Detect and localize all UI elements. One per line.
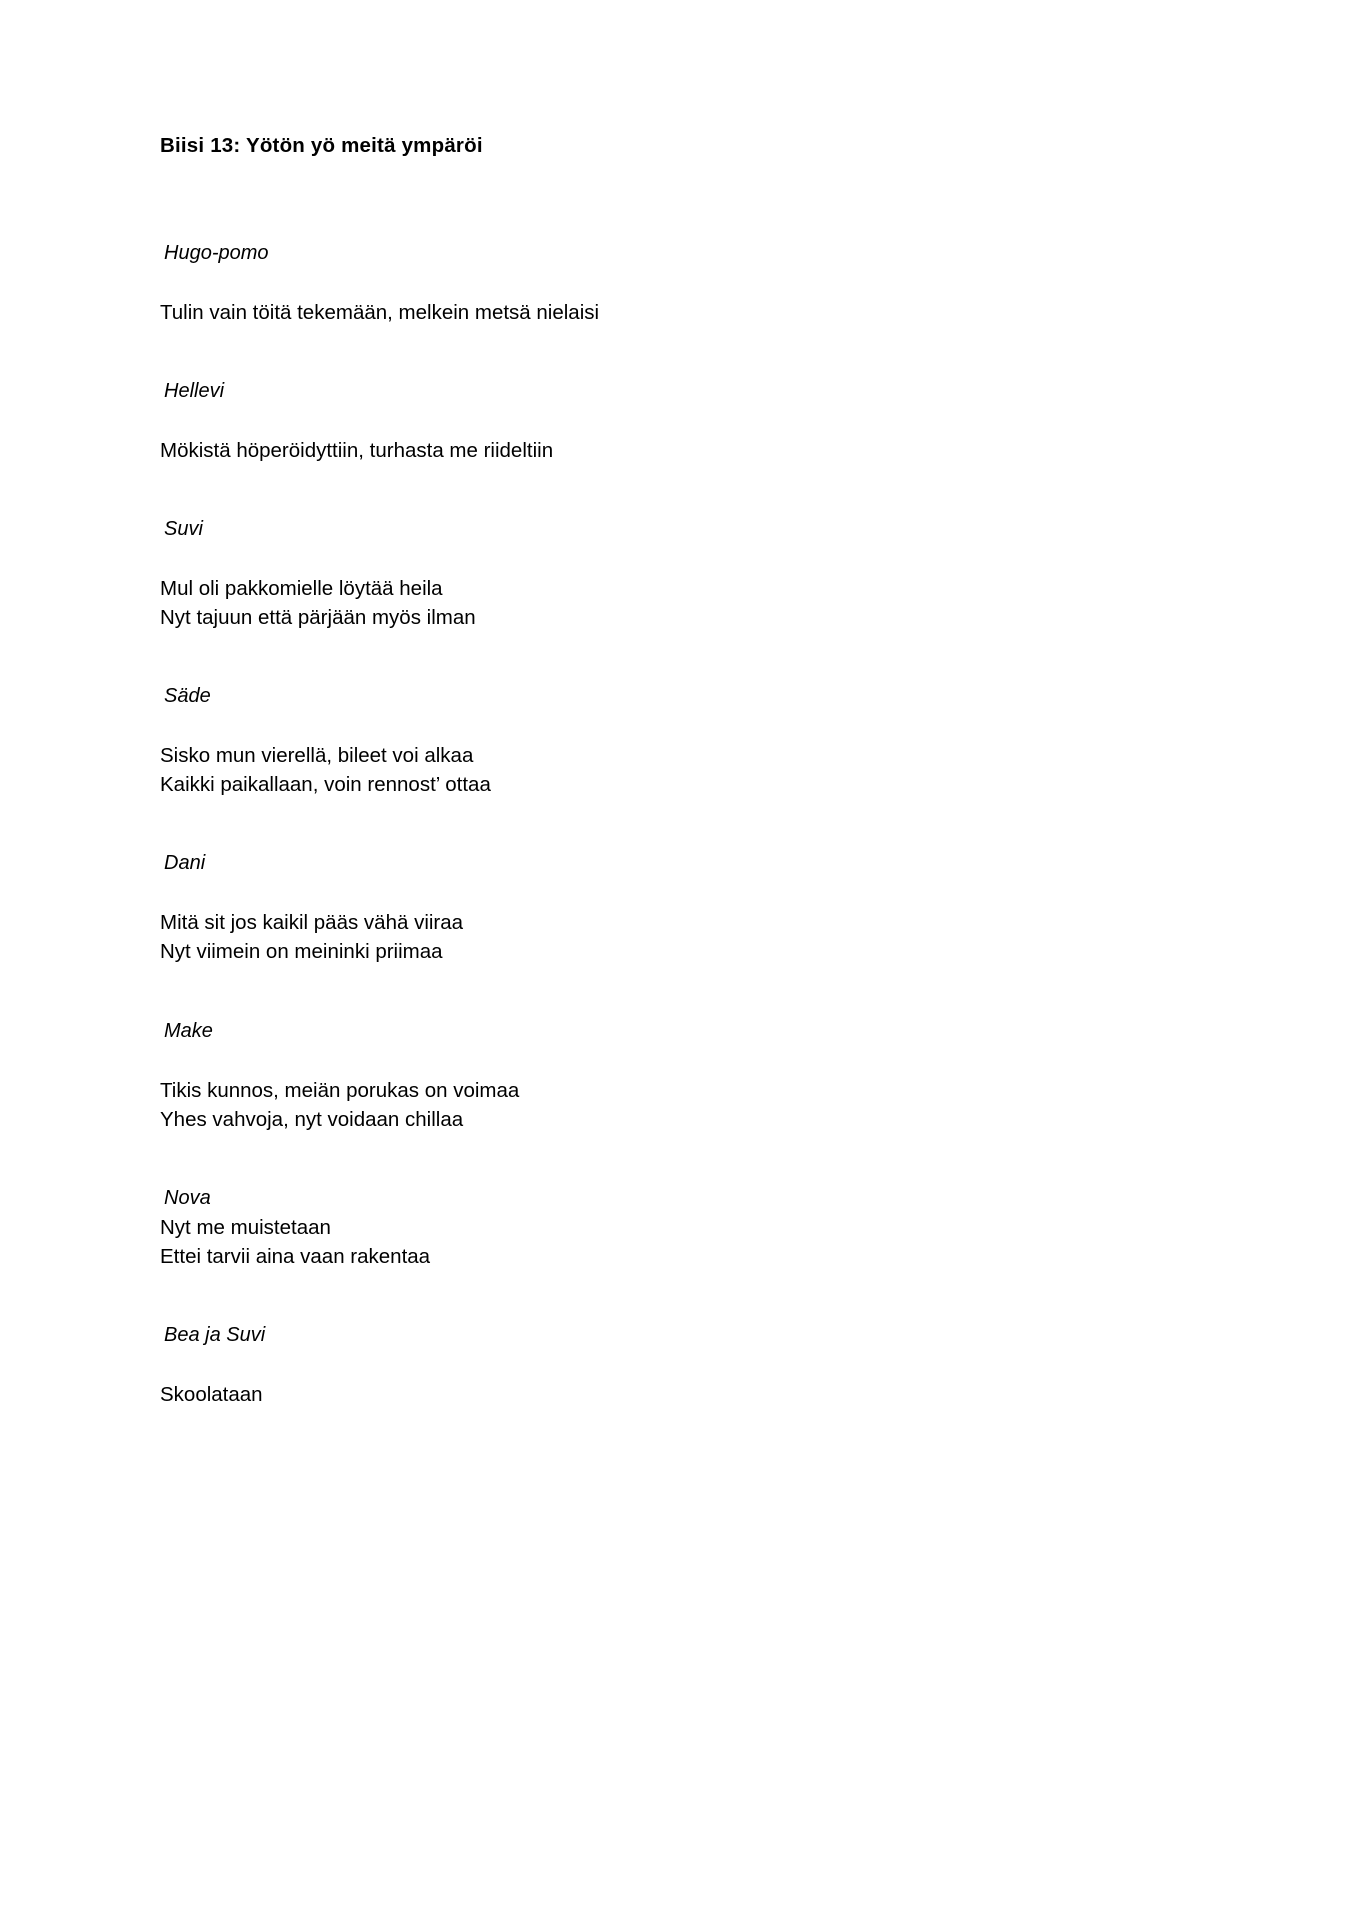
speaker-line-gap (160, 544, 1199, 574)
lyric-line: Nyt tajuun että pärjään myös ilman (160, 606, 476, 630)
lyrics-block (160, 239, 1199, 327)
speaker-label: Make (164, 1019, 213, 1042)
block-gap (160, 1271, 1199, 1321)
speaker-label: Dani (164, 852, 206, 875)
lyrics-block (160, 1321, 1199, 1409)
lyric-line: Nyt viimein on meininki priimaa (160, 940, 443, 964)
speaker-line-gap (160, 711, 1199, 741)
title-spacer (160, 161, 1199, 239)
page-title: Biisi 13: Yötön yö meitä ympäröi (160, 134, 483, 157)
lyric-lines (160, 1380, 1199, 1409)
lyric-line: Tulin vain töitä tekemään, melkein metsä nielaisi (160, 300, 600, 324)
lyrics-block (160, 377, 1199, 465)
lyrics-block (160, 1184, 1199, 1271)
lyric-line: Ettei tarvii aina vaan rakentaa (160, 1244, 431, 1268)
lyric-lines (160, 1076, 1199, 1134)
speaker-label: Nova (164, 1186, 211, 1209)
lyric-lines (160, 436, 1199, 465)
lyrics-block (160, 515, 1199, 632)
lyrics-block (160, 682, 1199, 799)
speaker-label: Bea ja Suvi (164, 1324, 266, 1346)
block-gap (160, 327, 1199, 377)
speaker-line-gap (160, 878, 1199, 908)
lyric-lines (160, 908, 1199, 966)
block-gap (160, 799, 1199, 849)
lyric-line: Tikis kunnos, meiän porukas on voimaa (160, 1078, 520, 1102)
speaker-line-gap (160, 1046, 1199, 1076)
speaker-label: Hellevi (164, 379, 225, 402)
lyric-line: Yhes vahvoja, nyt voidaan chillaa (160, 1107, 464, 1131)
block-gap (160, 967, 1199, 1017)
lyric-line: Kaikki paikallaan, voin rennost’ ottaa (160, 773, 491, 797)
lyric-line: Nyt me muistetaan (160, 1215, 331, 1239)
speaker-line-gap (160, 1350, 1199, 1380)
lyrics-body (160, 239, 1199, 1409)
lyric-line: Mitä sit jos kaikil pääs vähä viiraa (160, 911, 464, 935)
lyrics-block (160, 1017, 1199, 1134)
speaker-line-gap (160, 406, 1199, 436)
block-gap (160, 1134, 1199, 1184)
lyric-line: Sisko mun vierellä, bileet voi alkaa (160, 744, 474, 768)
lyric-line: Skoolataan (160, 1383, 263, 1406)
block-gap (160, 632, 1199, 682)
lyric-line: Mökistä höperöidyttiin, turhasta me riideltiin (160, 438, 554, 462)
speaker-label: Säde (164, 685, 211, 708)
lyric-lines (160, 298, 1199, 327)
lyric-lines (160, 741, 1199, 799)
lyric-line: Mul oli pakkomielle löytää heila (160, 576, 443, 600)
block-gap (160, 465, 1199, 515)
speaker-label: Hugo-pomo (164, 241, 269, 264)
speaker-label: Suvi (164, 517, 203, 540)
lyrics-block (160, 849, 1199, 966)
lyric-lines (160, 574, 1199, 632)
lyric-lines (160, 1213, 1199, 1271)
speaker-line-gap (160, 268, 1199, 298)
